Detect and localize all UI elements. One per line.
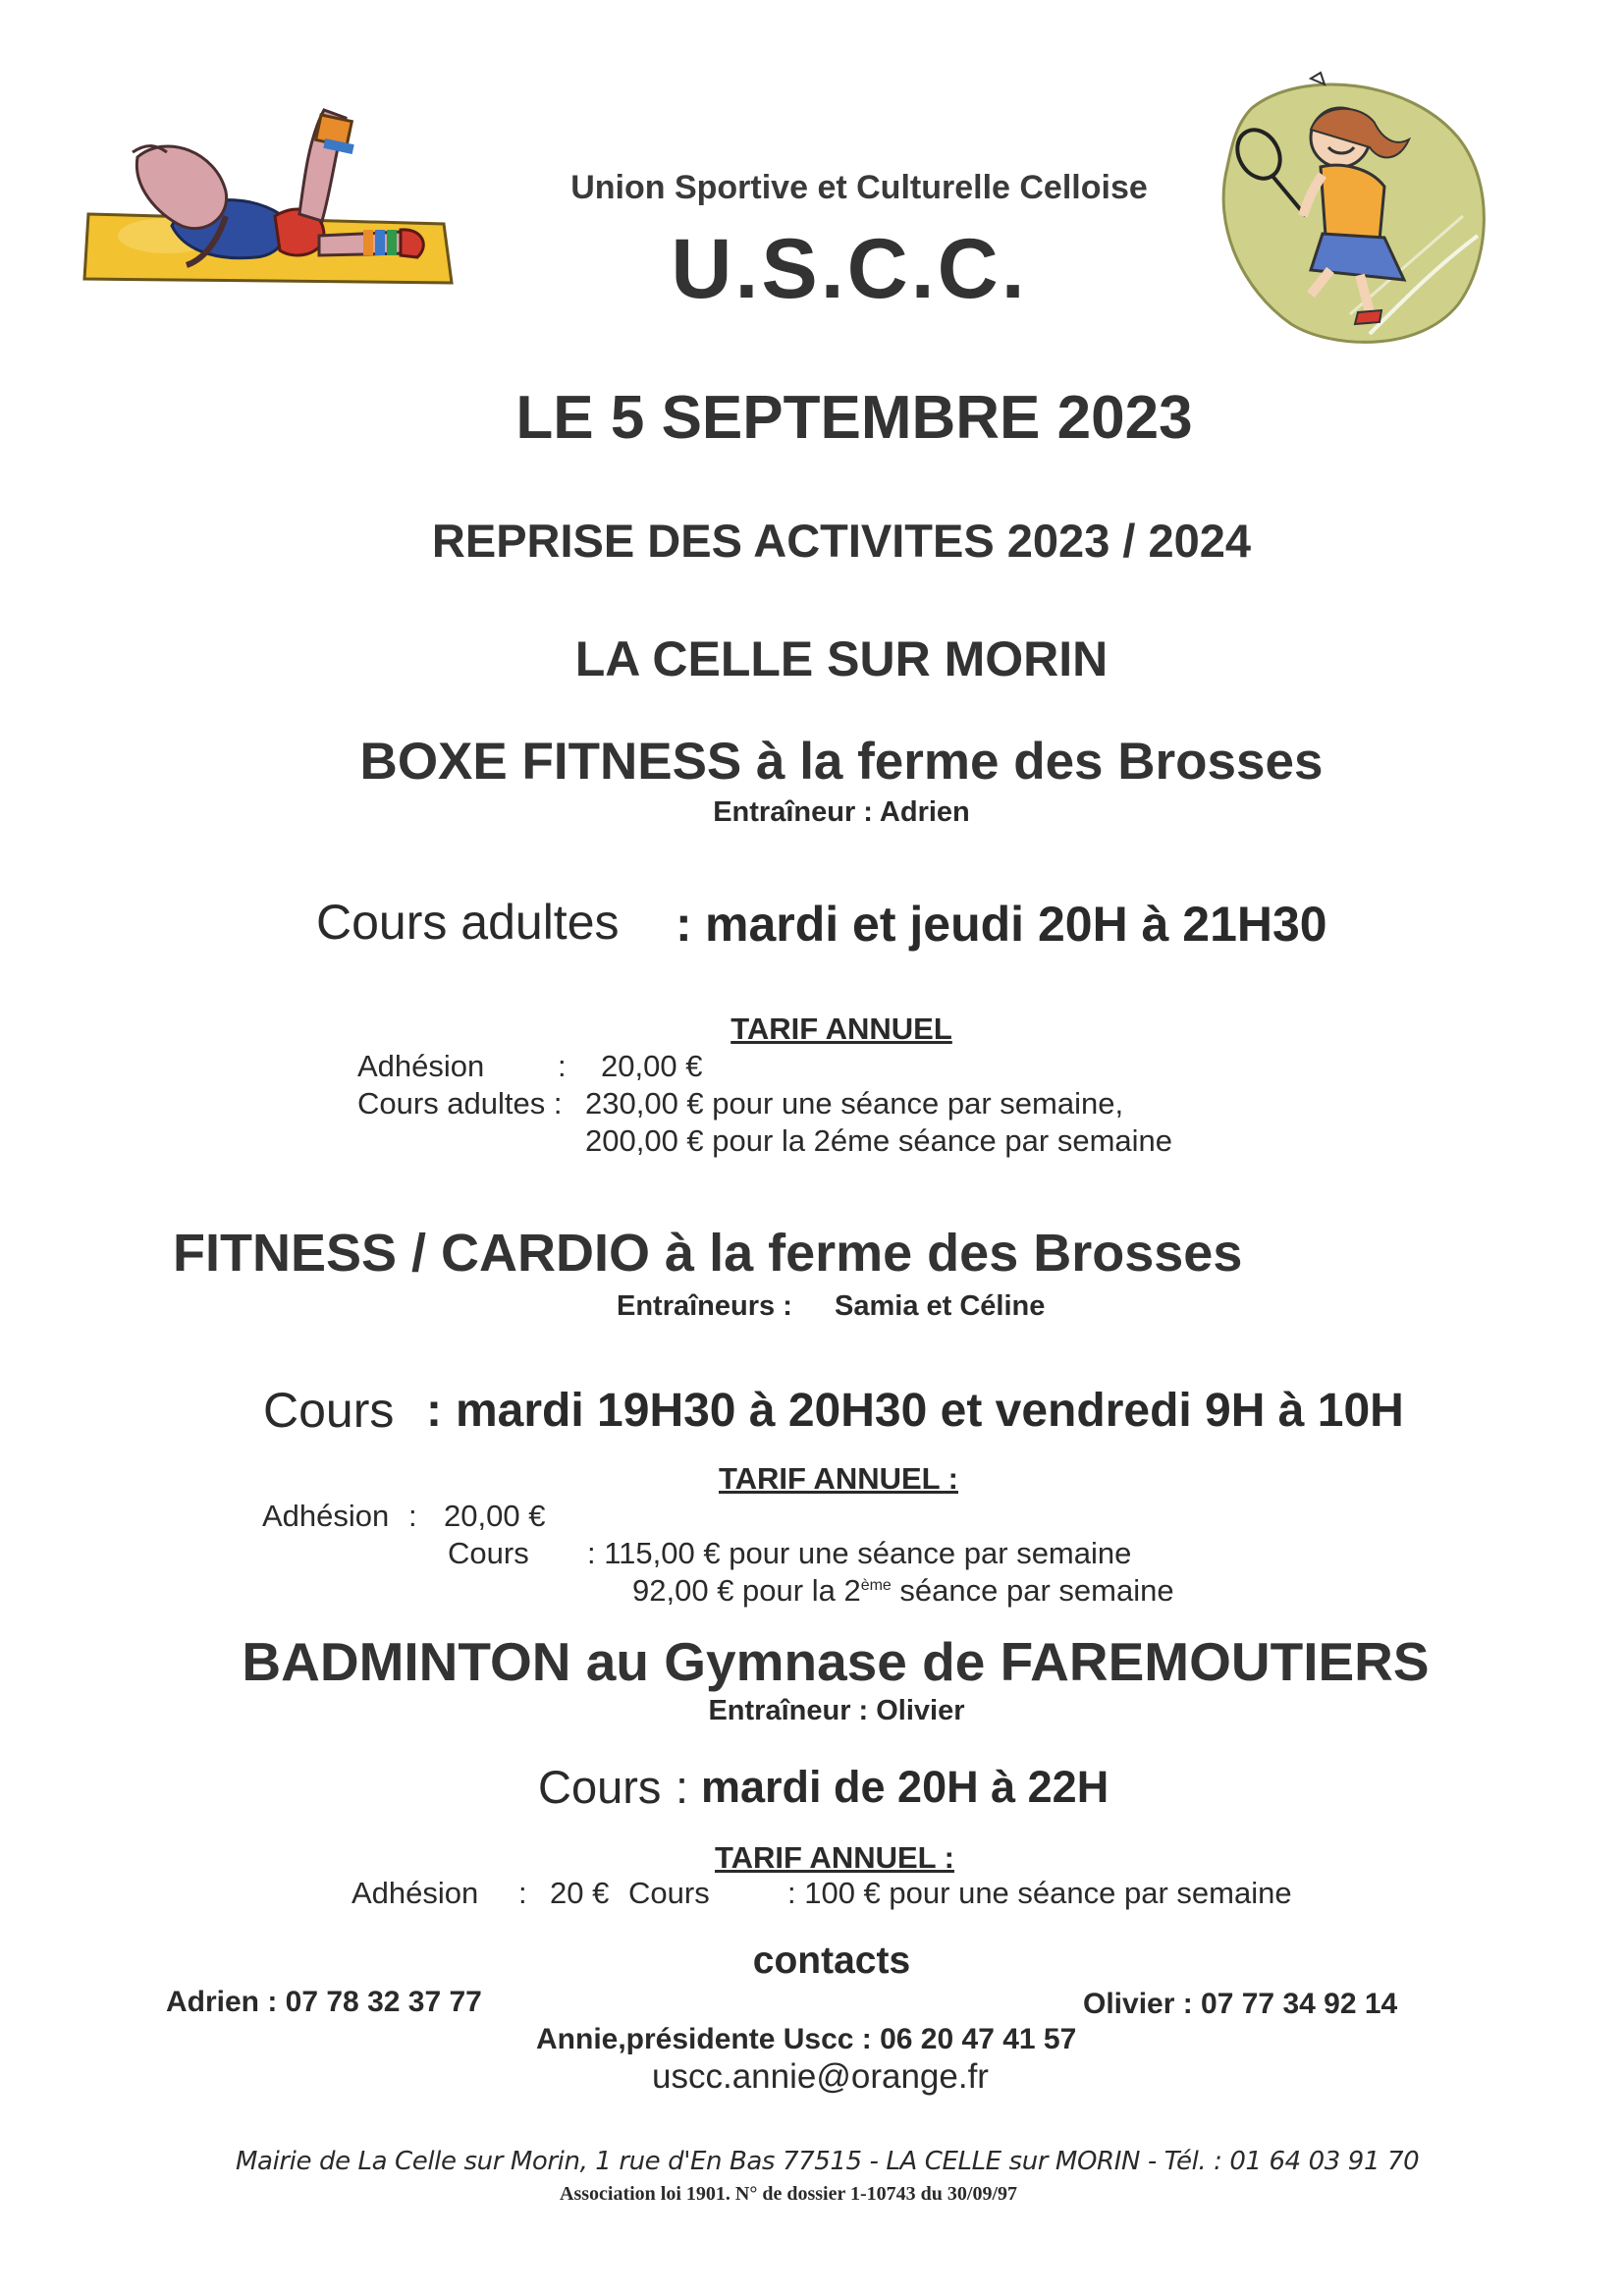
boxe-schedule-label: Cours adultes (316, 895, 620, 950)
badminton-cours-label: Cours (628, 1876, 710, 1910)
season-subtitle: REPRISE DES ACTIVITES 2023 / 2024 (431, 515, 1252, 567)
badminton-tarif-title: TARIF ANNUEL : (715, 1840, 954, 1875)
fitness-adhesion-value: 20,00 € (444, 1499, 546, 1533)
boxe-cours-line1: 230,00 € pour une séance par semaine, (585, 1086, 1124, 1121)
badminton-adhesion-sep: : (518, 1876, 527, 1910)
boxe-title: BOXE FITNESS à la ferme des Brosses (359, 733, 1324, 791)
fitness-cours-line2-sup: ème (860, 1577, 892, 1594)
fitness-cours-line2 (632, 1573, 1174, 1609)
fitness-tarif-title: TARIF ANNUEL : (719, 1461, 958, 1496)
badminton-trainer: Entraîneur : Olivier (708, 1695, 965, 1726)
boxe-adhesion-value: 20,00 € (601, 1049, 703, 1083)
fitness-adhesion-sep: : (408, 1499, 417, 1533)
date-title: LE 5 SEPTEMBRE 2023 (515, 384, 1193, 452)
fitness-schedule-label: Cours (263, 1383, 395, 1438)
fitness-cours-line2-a: 92,00 € pour la 2 (632, 1573, 861, 1608)
contact-olivier: Olivier : 07 77 34 92 14 (1083, 1988, 1398, 2020)
badminton-adhesion-value: 20 € (550, 1876, 610, 1910)
boxe-trainer: Entraîneur : Adrien (713, 796, 970, 828)
contact-annie: Annie,présidente Uscc : 06 20 47 41 57 (536, 2023, 1077, 2055)
fitness-schedule-value: mardi 19H30 à 20H30 et vendredi 9H à 10H (456, 1385, 1404, 1437)
contacts-title: contacts (752, 1940, 911, 1982)
badminton-schedule-value: mardi de 20H à 22H (701, 1762, 1109, 1812)
badminton-cours-value: : 100 € pour une séance par semaine (787, 1876, 1292, 1910)
badminton-schedule-label: Cours (538, 1761, 662, 1813)
boxe-tarif-title: TARIF ANNUEL (730, 1011, 952, 1046)
fitness-title: FITNESS / CARDIO à la ferme des Brosses (173, 1224, 1243, 1283)
badminton-adhesion-label: Adhésion (352, 1876, 479, 1910)
fitness-cours-line2-b: séance par semaine (891, 1573, 1174, 1608)
org-name: Union Sportive et Culturelle Celloise (570, 169, 1148, 206)
boxe-schedule-sep: : (676, 897, 692, 952)
boxe-cours-label: Cours adultes : (357, 1086, 563, 1121)
footer-address: Mairie de La Celle sur Morin, 1 rue d'En Bas 77515 - LA CELLE sur MORIN - Tél. : 01 64 03 91 70 (236, 2147, 1420, 2176)
contact-adrien: Adrien : 07 78 32 37 77 (166, 1986, 482, 2018)
boxe-cours-line2: 200,00 € pour la 2éme séance par semaine (585, 1123, 1173, 1158)
boxe-schedule-value: mardi et jeudi 20H à 21H30 (705, 897, 1327, 952)
badminton-title: BADMINTON au Gymnase de FAREMOUTIERS (242, 1631, 1430, 1692)
location-title: LA CELLE SUR MORIN (574, 631, 1109, 686)
badminton-schedule-sep: : (676, 1761, 689, 1813)
footer-association: Association loi 1901. N° de dossier 1-10743 du 30/09/97 (560, 2183, 1017, 2205)
boxe-adhesion-label: Adhésion (357, 1049, 485, 1083)
fitness-trainer-label: Entraîneurs : (617, 1290, 792, 1322)
contact-email-link[interactable]: uscc.annie@orange.fr (652, 2057, 989, 2096)
fitness-cours-label: Cours (448, 1536, 529, 1570)
fitness-trainer-names: Samia et Céline (835, 1290, 1046, 1322)
org-acronym: U.S.C.C. (671, 222, 1028, 316)
fitness-adhesion-label: Adhésion (262, 1499, 390, 1533)
boxe-adhesion-sep: : (558, 1049, 567, 1083)
fitness-schedule-sep: : (426, 1385, 442, 1437)
fitness-cours-line1: : 115,00 € pour une séance par semaine (587, 1536, 1132, 1570)
